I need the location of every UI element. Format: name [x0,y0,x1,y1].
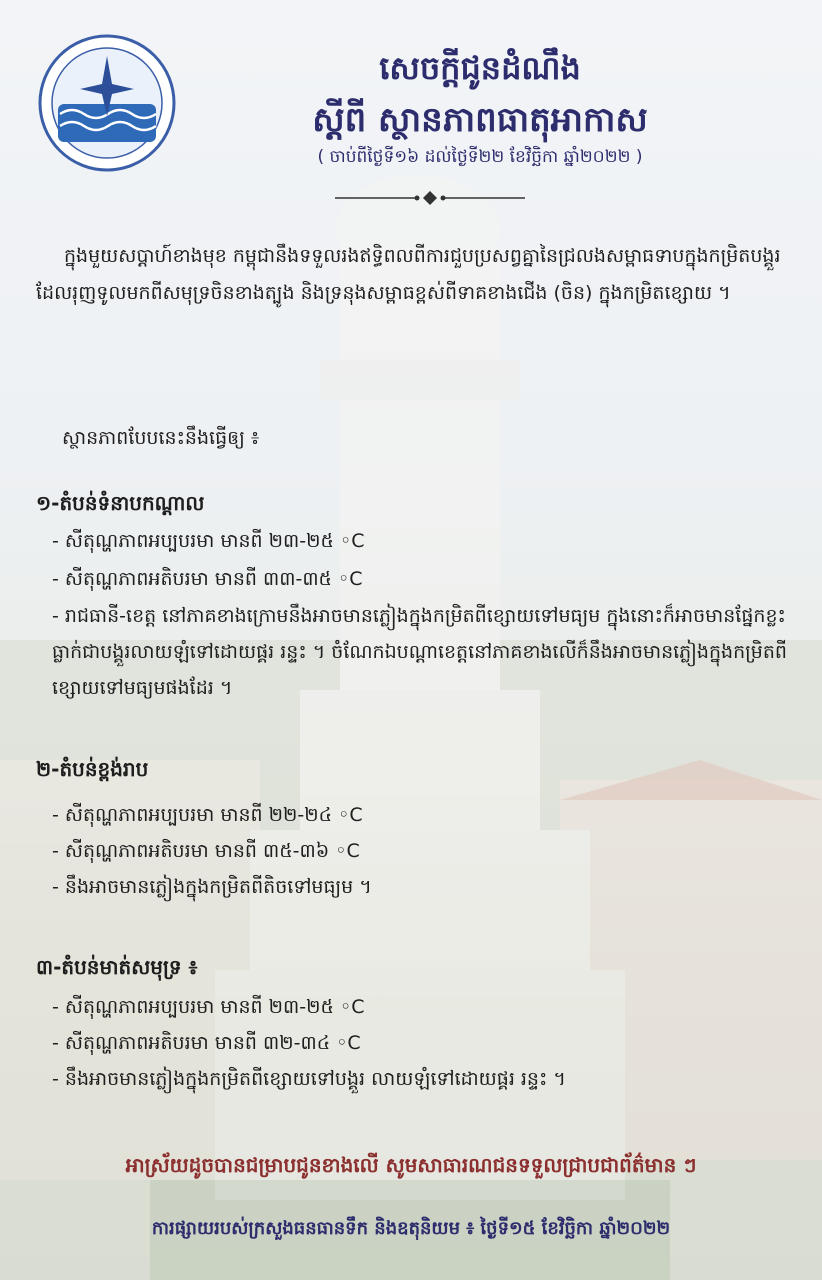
coastal-max-temp: - សីតុណ្ហភាពអតិបរមា មានពី ៣២-៣៤ ◦C [52,1026,792,1060]
notice-subject: ស្ដីពី ស្ថានភាពធាតុអាកាស [312,100,648,140]
lead-text: ស្ថានភាពបែបនេះនឹងធ្វើឲ្យ ៖ [62,427,260,449]
plateau-min-temp: - សីតុណ្ហភាពអប្បបរមា មានពី ២២-២៤ ◦C [52,798,792,832]
plateau-rain-forecast: - នឹងអាចមានភ្លៀងក្នុងកម្រិតពីតិចទៅមធ្យម ។ [52,870,792,904]
closing-statement: អាស្រ័យដូចបានជម្រាបជូនខាងលើ សូមសាធារណជនទទួលជ្រាបជាព័ត៌មាន ៗ [125,1153,697,1177]
coastal-rain-forecast: - នឹងអាចមានភ្លៀងក្នុងកម្រិតពីខ្សោយទៅបង្គួរ លាយឡំទៅដោយផ្គរ រន្ទះ ។ [52,1062,792,1096]
publisher-footer: ការផ្សាយរបស់ក្រសួងធនធានទឹក និងឧតុនិយម ៖ ថ្ងៃទី១៥ ខែវិច្ឆិកា ឆ្នាំ២០២២ [151,1218,671,1239]
central-max-temp: - សីតុណ្ហភាពអតិបរមា មានពី ៣៣-៣៥ ◦C [52,562,792,596]
intro-paragraph: ក្នុងមួយសប្តាហ៍ខាងមុខ កម្ពុជានឹងទទួលរងឥទ្ធិពលពីការជួបប្រសព្វគ្នានៃជ្រលងសម្ពាធទាបក្នុងកម្រិតបង្គួរដែលរុញទូលមកពីសមុទ្រចិនខាងត្បូង និងទ្រនុងសម្ពាធខ្ពស់ពីទាគខាងជើង (ចិន) ក្នុងកម្រិតខ្សោយ ។ [36,245,781,304]
plateau-max-temp: - សីតុណ្ហភាពអតិបរមា មានពី ៣៥-៣៦ ◦C [52,834,792,868]
section-heading-central-plains: ១-តំបន់ទំនាបកណ្ដាល [36,491,205,515]
coastal-min-temp: - សីតុណ្ហភាពអប្បបរមា មានពី ២៣-២៥ ◦C [52,990,792,1024]
central-rain-forecast: - រាជធានី-ខេត្ត នៅភាគខាងក្រោមនឹងអាចមានភ្លៀងក្នុងកម្រិតពីខ្សោយទៅមធ្យម ក្នុងនោះក៏អាចមានផ្នែកខ្លះធ្លាក់ជាបង្គួរលាយឡំទៅដោយផ្គរ រន្ទះ ។ ចំណែកឯបណ្ដាខេត្តនៅភាគខាងលើក៏នឹងអាចមានភ្លៀងក្នុងកម្រិតពីខ្សោយទៅមធ្យមផងដែរ ។ [52,598,792,706]
central-min-temp: - សីតុណ្ហភាពអប្បបរមា មានពី ២៣-២៥ ◦C [52,524,792,558]
section-heading-coastal: ៣-តំបន់មាត់សមុទ្រ ៖ [36,955,198,979]
date-range: ( ចាប់ពីថ្ងៃទី១៦ ដល់ថ្ងៃទី២២ ខែវិច្ឆិកា ឆ្នាំ២០២២ ) [317,147,643,167]
ministry-logo [38,34,176,172]
divider-ornament [335,190,525,206]
section-heading-plateau: ២-តំបន់ខ្ពង់រាប [36,757,149,781]
notice-title: សេចក្ដីជូនដំណឹង [379,49,581,87]
